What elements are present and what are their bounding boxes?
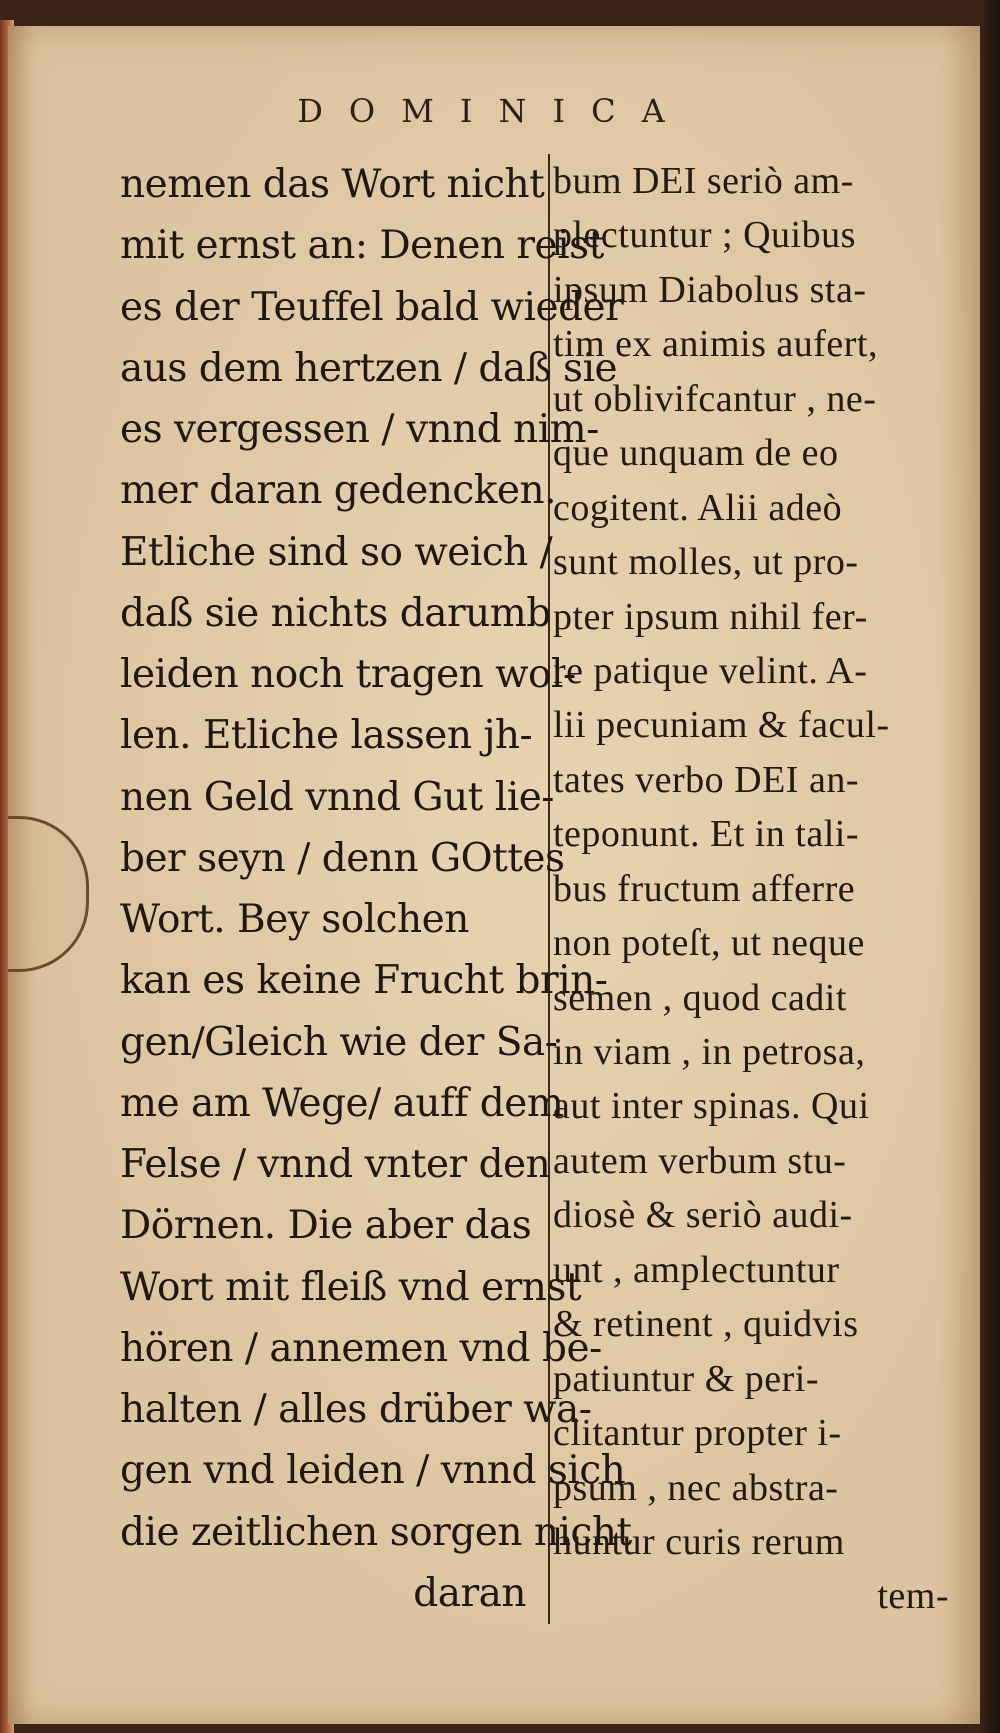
latin-text-line: ut oblivifcantur , ne- bbox=[553, 377, 877, 420]
left-column-german bbox=[120, 154, 632, 1624]
german-text-line: gen vnd leiden / vnnd sich bbox=[120, 1448, 626, 1494]
latin-text-line: unt , amplectuntur bbox=[553, 1248, 840, 1291]
german-text-line: nen Geld vnnd Gut lie- bbox=[120, 774, 554, 820]
latin-text-line: tim ex animis aufert, bbox=[553, 323, 878, 366]
german-text-line: Felse / vnnd vnter den bbox=[120, 1142, 551, 1187]
latin-text-line: tates verbo DEI an- bbox=[553, 758, 859, 801]
running-head: DOMINICA bbox=[297, 92, 691, 130]
latin-text-line: aut inter spinas. Qui bbox=[553, 1085, 870, 1128]
german-text-line: es vergessen / vnnd nim- bbox=[120, 407, 599, 452]
german-text-line: mer daran gedencken. bbox=[120, 468, 557, 514]
latin-text-line: pter ipsum nihil fer- bbox=[553, 595, 868, 638]
latin-text-line: bum DEI seriò am- bbox=[553, 160, 854, 202]
latin-text-line: patiuntur & peri- bbox=[553, 1357, 819, 1400]
german-text-line: aus dem hertzen / daß sie bbox=[120, 345, 618, 391]
german-text-line: daß sie nichts darumb bbox=[120, 590, 551, 636]
latin-text-line: huntur curis rerum bbox=[553, 1520, 845, 1563]
latin-text-line: lii pecuniam & facul- bbox=[553, 704, 890, 747]
book-fore-edge bbox=[980, 0, 1000, 1733]
latin-text-line: diosè & seriò audi- bbox=[553, 1194, 853, 1237]
german-text-line: die zeitlichen sorgen nicht bbox=[120, 1509, 632, 1555]
german-text-line: ber seyn / denn GOttes bbox=[120, 835, 565, 881]
german-text-line: gen/Gleich wie der Sa- bbox=[120, 1019, 558, 1065]
german-text-line: me am Wege/ auff dem bbox=[120, 1080, 564, 1126]
german-text-line: Wort mit fleiß vnd ernst bbox=[120, 1264, 582, 1310]
latin-text-line: teponunt. Et in tali- bbox=[553, 813, 860, 856]
latin-text-line: semen , quod cadit bbox=[553, 976, 847, 1019]
german-text-line: Etliche sind so weich / bbox=[120, 529, 553, 575]
latin-text-line: ipsum Diabolus sta- bbox=[553, 268, 867, 311]
latin-text-line: clitantur propter i- bbox=[553, 1412, 842, 1455]
german-text-line: leiden noch tragen wol- bbox=[120, 652, 576, 697]
latin-text-line: cogitent. Alii adeò bbox=[553, 486, 843, 529]
latin-text-line: re patique velint. A- bbox=[553, 649, 868, 692]
german-text-line: kan es keine Frucht brin- bbox=[120, 958, 608, 1004]
book-page bbox=[8, 26, 980, 1724]
german-text-line: halten / alles drüber wa- bbox=[120, 1387, 592, 1432]
right-column-latin bbox=[553, 154, 963, 1624]
latin-text-line: non poteſt, ut neque bbox=[553, 922, 865, 965]
german-text-line: Dörnen. Die aber das bbox=[120, 1203, 532, 1249]
latin-text-line: autem verbum stu- bbox=[553, 1139, 847, 1182]
catchword: tem- bbox=[877, 1575, 949, 1618]
latin-text-line: plectuntur ; Quibus bbox=[553, 214, 856, 257]
latin-text-line: que unquam de eo bbox=[553, 432, 839, 475]
german-text-line: len. Etliche lassen jh- bbox=[120, 713, 533, 759]
catchword: daran bbox=[413, 1570, 526, 1616]
latin-text-line: & retinent , quidvis bbox=[553, 1303, 859, 1346]
page-tab-mark bbox=[8, 816, 89, 972]
german-text-line: nemen das Wort nicht bbox=[120, 162, 545, 207]
german-text-line: hören / annemen vnd be- bbox=[120, 1325, 602, 1371]
latin-text-line: sunt molles, ut pro- bbox=[553, 541, 859, 584]
latin-text-line: in viam , in petrosa, bbox=[553, 1031, 866, 1073]
german-text-line: mit ernst an: Denen reist bbox=[120, 223, 604, 269]
german-text-line: Wort. Bey solchen bbox=[120, 897, 469, 942]
german-text-line: es der Teuffel bald wieder bbox=[120, 284, 624, 330]
latin-text-line: bus fructum afferre bbox=[553, 867, 856, 910]
latin-text-line: psum , nec abstra- bbox=[553, 1466, 839, 1509]
